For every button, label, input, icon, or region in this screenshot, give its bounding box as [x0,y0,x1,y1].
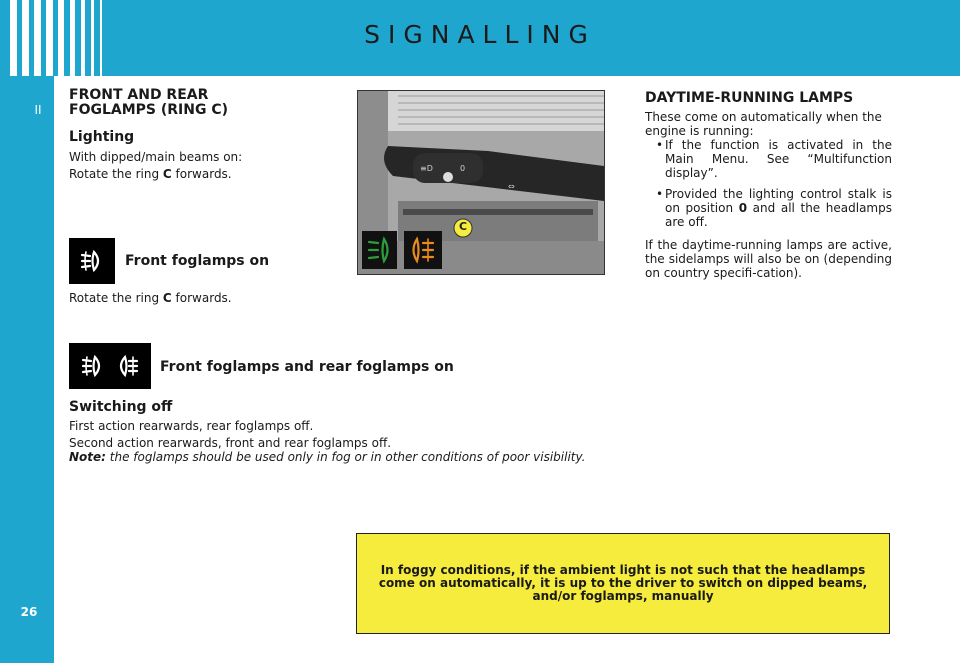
lighting-line: With dipped/main beams on: [69,150,243,164]
daytime-running-heading: DAYTIME-RUNNING LAMPS [645,90,854,106]
ring-letter: C [162,167,172,181]
page-title: SIGNALLING [364,20,596,49]
fog-notice-box [356,533,890,634]
front-foglamp-badge [69,238,115,284]
daytime-conditions-list [645,138,892,229]
rear-foglamp-icon [115,353,139,379]
switching-line-1: First action rearwards, rear foglamps off. [69,419,314,433]
bullet2-suffix: and all the headlamps are off. [665,201,892,229]
list-item: • If the function is activated in the Main Menu. See “Multifunction display”. [645,138,892,180]
switching-heading: Switching off [69,399,173,415]
front-foglamp-icon [81,353,105,379]
front-foglamps-label: Front foglamps on [125,253,270,269]
daytime-intro: These come on automatically when the engine is running: [645,110,882,138]
note-label: Note: [69,450,106,464]
front-foglamp-icon [80,248,104,274]
rotate-suffix: forwards. [171,291,232,305]
rotate-suffix: forwards. [171,167,232,181]
page-number-text: 26 [20,605,38,619]
daytime-paragraph: If the daytime-running lamps are active, the sidelamps will also be on (depending on country specifi-cation). [645,238,892,280]
lighting-stalk-illustration [358,91,604,274]
note [69,450,614,464]
rotate-prefix: Rotate the ring [69,167,163,181]
svg-text:0: 0 [460,164,466,173]
lighting-heading: Lighting [69,129,135,145]
lighting-stalk-photo [357,90,605,275]
section-title: FRONT AND REAR FOGLAMPS (RING C) [69,87,229,118]
svg-text:≡D: ≡D [420,164,433,173]
front-rear-foglamps-label: Front foglamps and rear foglamps on [160,359,454,375]
page-number [0,605,54,619]
rotate-prefix: Rotate the ring [69,291,163,305]
rotate-instruction [69,167,232,181]
list-item [645,187,892,229]
ring-letter: C [162,291,172,305]
bullet2-prefix: Provided the lighting control stalk is on position [665,187,892,215]
front-rear-foglamp-badge [69,343,151,389]
switching-line-2: Second action rearwards, front and rear foglamps off. [69,436,392,450]
note-text: the foglamps should be used only in fog or in other conditions of poor visibility. [105,450,586,464]
rotate-instruction-2 [69,291,232,305]
fog-notice-text: In foggy conditions, if the ambient light is not such that the headlamps come on automatically, it is up to the driver to switch on dipped beams, and/or foglamps, manually [378,563,868,603]
svg-text:⇔: ⇔ [508,182,515,191]
chapter-tab: II [22,96,54,124]
side-band [0,76,54,663]
bullet2-bold: 0 [738,201,748,215]
ring-c-callout: C [458,220,468,233]
